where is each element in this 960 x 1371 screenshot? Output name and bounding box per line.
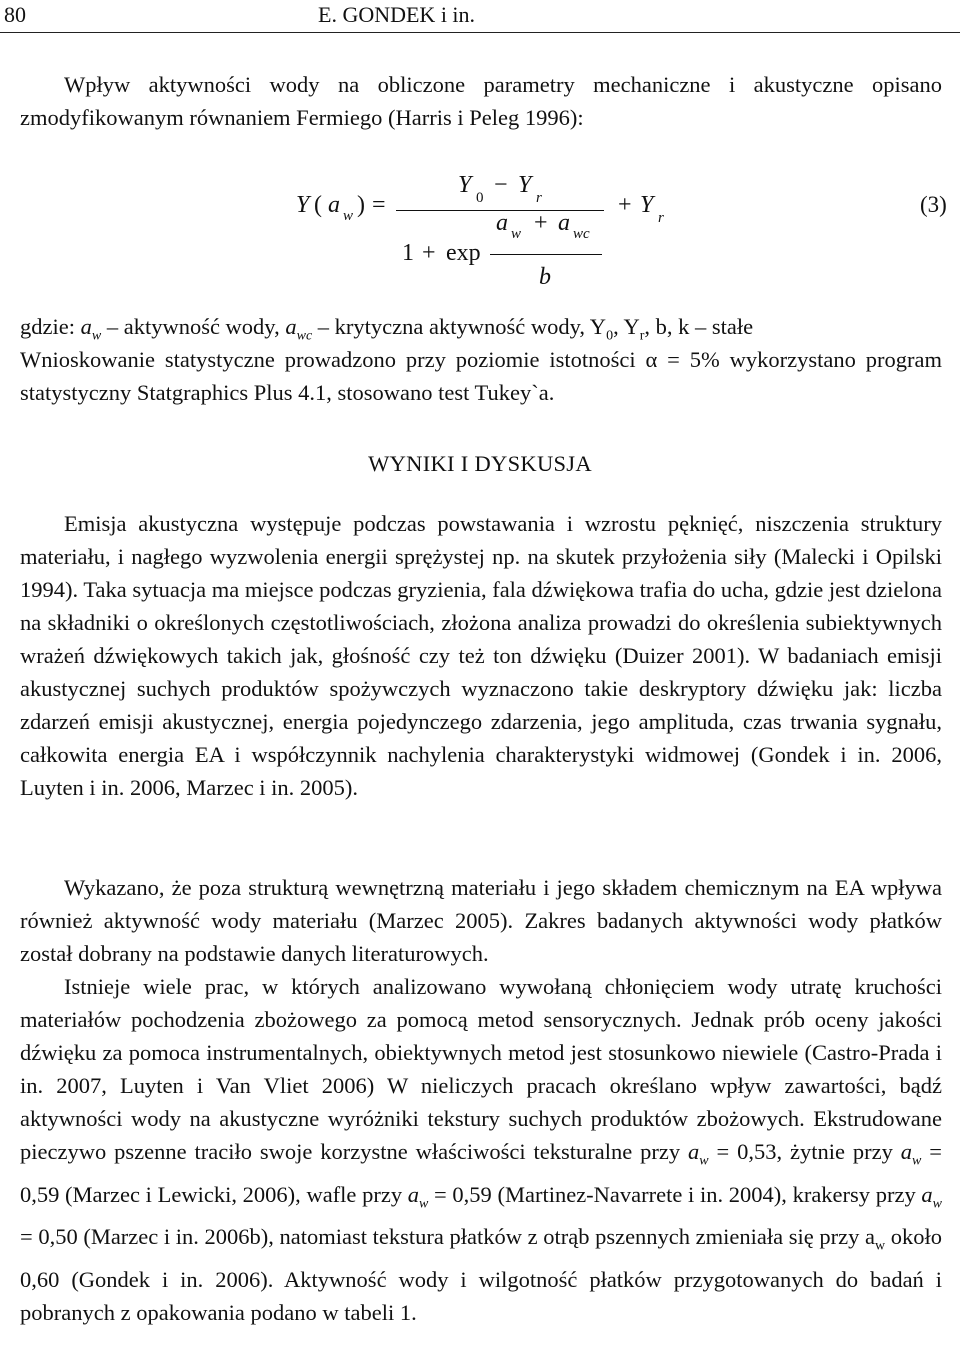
var-w-sub: w — [932, 1196, 942, 1211]
var-a: a — [80, 314, 92, 339]
eq-rhs-Y: Y — [640, 192, 654, 218]
eq-num-r: r — [536, 190, 542, 206]
eq-frac-w: w — [511, 226, 522, 242]
page-number: 80 — [4, 2, 26, 27]
var-w-sub: w — [699, 1153, 709, 1169]
eq-num-Y: Y — [458, 172, 472, 198]
eq-lhs-w: w — [343, 208, 354, 224]
p3-text: = 0,53, żytnie przy — [708, 1139, 901, 1164]
eq-frac-awc: a — [558, 210, 570, 236]
var-w-sub: w — [419, 1196, 429, 1211]
fermi-equation — [290, 168, 960, 298]
where-text: – krytyczna aktywność wody, Y — [312, 314, 607, 339]
var-a: a — [900, 1139, 913, 1164]
eq-inner-fraction-bar — [490, 254, 602, 255]
var-0-sub: 0 — [606, 328, 614, 344]
var-w-sub: w — [912, 1153, 922, 1169]
var-w-sub: w — [91, 328, 102, 344]
eq-frac-wc: wc — [573, 226, 590, 242]
eq-frac-plus: + — [534, 210, 548, 236]
running-head: E. GONDEK i in. — [318, 2, 476, 27]
eq-num-Yr: Y — [518, 172, 532, 198]
body-paragraph-3 — [20, 970, 942, 1329]
eq-lhs-close: ) — [357, 192, 365, 218]
eq-frac-b: b — [539, 264, 551, 290]
eq-lhs-open: ( — [314, 192, 322, 218]
where-text: – aktywność wody, — [101, 314, 286, 339]
p3-text: = 0,59 (Marzec i Lewicki, 2006), wafle przy — [20, 1139, 942, 1207]
eq-rhs-plus: + — [618, 192, 632, 218]
eq-den-plus: + — [422, 240, 436, 266]
eq-equals: = — [372, 192, 386, 218]
eq-rhs-r: r — [658, 210, 664, 226]
var-r-sub: r — [639, 328, 645, 344]
var-a: a — [921, 1181, 933, 1207]
var-a: a — [407, 1181, 420, 1207]
where-text: , b, k – stałe — [644, 314, 754, 339]
var-w-sub: w — [874, 1238, 886, 1254]
eq-den-exp: exp — [446, 240, 481, 266]
p3-text: = 0,59 (Martinez-Navarrete i in. 2004), krakersy przy — [428, 1181, 922, 1207]
eq-frac-a: a — [496, 210, 508, 236]
page-header — [0, 0, 960, 36]
section-title: WYNIKI I DYSKUSJA — [368, 451, 592, 476]
eq-lhs-a: a — [328, 192, 340, 218]
intro-paragraph: Wpływ aktywności wody na obliczone parametry mechaniczne i akustyczne opisano zmodyfikowanym równaniem Fermiego (Harris i Peleg 1996): — [20, 72, 942, 130]
where-text: gdzie: — [20, 314, 81, 339]
p3-text: Istnieje wiele prac, w których analizowano wywołaną chłonięciem wody utratę kruchości materiałów pochodzenia zbożowego za pomocą metod sensorycznych. Jednak prób oceny jakości dźwięku za pomoca instrumentalnych, obiektywnych metod jest stosunkowo niewiele (Castro-Prada i in. 2007, Luyten i Van Vliet 2006) W nieliczych pracach określano wpływ zawartości, bądź aktywności wody na akustyczne wyróżniki tekstury suchych produktów zbożowych. Ekstrudowane pieczywo pszenne traciło swoje korzystne właściwości teksturalne przy — [20, 974, 942, 1164]
method-paragraph: Wnioskowanie statystyczne prowadzono przy poziomie istotności α = 5% wykorzystano program statystyczny Statgraphics Plus 4.1, stosowano test Tukey`a. — [20, 347, 942, 405]
var-a: a — [285, 314, 297, 339]
var-a: a — [688, 1139, 700, 1164]
body-paragraph-1: Emisja akustyczna występuje podczas powstawania i wzrostu pęknięć, niszczenia struktury materiału, i nagłego wyzwolenia energii sprężystej np. na skutek przyłożenia siły (Malecki i Opilski 1994). Taka sytuacja ma miejsce podczas gryzienia, fala dźwiękowa trafia do ucha, gdzie jest dzielona na składniki o określonych częstotliwościach, złożona analiza prowadzi do określenia subiektywnych wrażeń dźwiękowych takich jak, głośność czy też ton dźwięku (Duizer 2001). W badaniach emisji akustycznej suchych produktów spożywczych wyznaczono takie deskryptory dźwięku jak: liczba zdarzeń emisji akustycznej, energia pojedynczego zdarzenia, jego amplituda, czas trwania sygnału, całkowita energia EA i współczynnik nachylenia charakterystyki widmowej (Gondek i in. 2006, Luyten i in. 2006, Marzec i in. 2005). — [20, 511, 942, 800]
p3-text: = 0,50 (Marzec i in. 2006b), natomiast tekstura płatków z otrąb pszennych zmieniała się przy a — [20, 1224, 875, 1249]
eq-den-one: 1 — [402, 240, 414, 266]
eq-num-0: 0 — [476, 190, 484, 206]
p3-text: około 0,60 (Gondek i in. 2006). Aktywność wody i wilgotność płatków przygotowanych do badań i pobranych z opakowania podano w tabeli 1. — [20, 1224, 942, 1325]
equation-number: (3) — [920, 192, 947, 217]
var-wc-sub: wc — [296, 328, 313, 344]
header-rule — [0, 32, 960, 33]
eq-lhs-Y: Y — [296, 192, 310, 218]
body-paragraph-2: Wykazano, że poza strukturą wewnętrzną materiału i jego składem chemicznym na EA wpływa również aktywność wody materiału (Marzec 2005). Zakres badanych aktywności wody płatków został dobrany na podstawie danych literaturowych. — [20, 875, 942, 966]
where-text: , Y — [613, 314, 640, 339]
eq-num-minus: − — [494, 172, 508, 198]
